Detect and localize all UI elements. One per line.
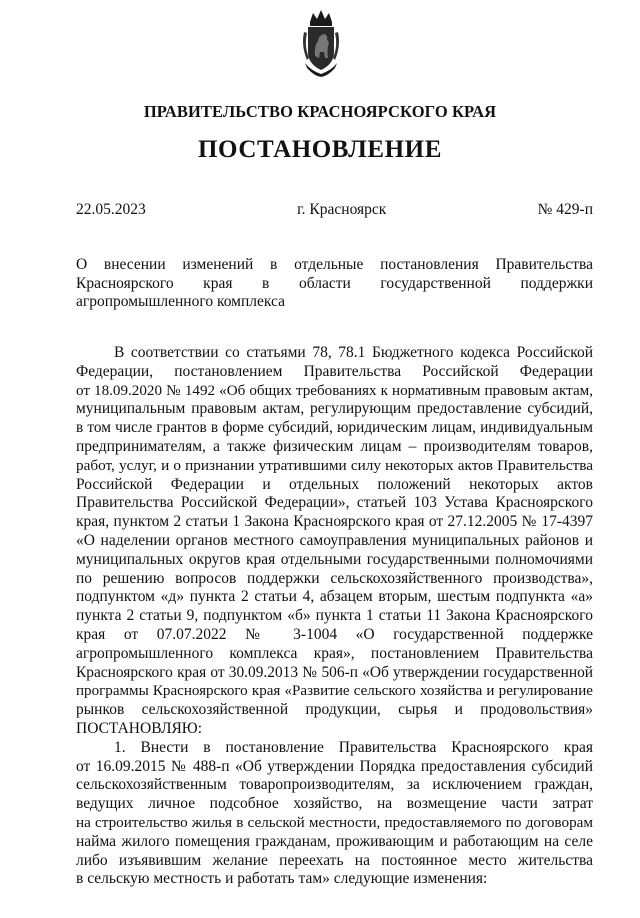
subject-line: агропромышленного комплекса xyxy=(76,293,285,310)
body-line: рынков сельскохозяйственной продукции, сырья и продовольствия» xyxy=(76,701,593,719)
subject-line: О внесении изменений в отдельные постановления Правительства xyxy=(76,256,593,273)
body-line: «О наделении органов местного самоуправления муниципальных районов и xyxy=(76,531,593,549)
coat-of-arms-icon xyxy=(298,8,344,78)
body-line: работ, услуг, и о признании утратившими силу некоторых актов Правительства xyxy=(76,456,593,474)
body-line: предпринимателям, а также физическим лицам – производителям товаров, xyxy=(76,437,593,455)
document-subject xyxy=(76,256,593,312)
body-line: Российской Федерации и отдельных положений некоторых актов xyxy=(76,475,593,493)
body-line: программы Красноярского края «Развитие сельского хозяйства и регулирование xyxy=(76,683,593,700)
body-line: в сельскую местность и работать там» следующие изменения: xyxy=(76,870,488,888)
body-line: от 18.09.2020 № 1492 «Об общих требованиях к нормативным правовым актам, xyxy=(76,382,593,399)
body-line: ПОСТАНОВЛЯЮ: xyxy=(76,719,203,737)
body-line: от 16.09.2015 № 488-п «Об утверждении Порядка предоставления субсидий xyxy=(76,757,593,775)
body-line: Правительства Российской Федерации», статьей 103 Устава Красноярского xyxy=(76,494,593,512)
document-city: г. Красноярск xyxy=(297,201,387,218)
body-line: ведущих личное подсобное хозяйство, на возмещение части затрат xyxy=(76,795,593,813)
document-body xyxy=(76,344,593,889)
body-line: Красноярского края от 30.09.2013 № 506-п «Об утверждении государственной xyxy=(76,663,593,681)
body-line: В соответствии со статьями 78, 78.1 Бюджетного кодекса Российской xyxy=(114,344,593,361)
body-line: муниципальным правовым актам, регулирующим предоставление субсидий, xyxy=(76,400,593,418)
body-line: сельскохозяйственным товаропроизводителям, за исключением граждан, xyxy=(76,776,593,794)
body-line: в том числе грантов в форме субсидий, юридическим лицам, индивидуальным xyxy=(76,419,593,437)
body-line: по решению вопросов поддержки сельскохозяйственного производства», xyxy=(76,569,593,587)
body-line: найма жилого помещения гражданам, проживающим и работающим на селе xyxy=(76,832,593,850)
document-number: № 429-п xyxy=(537,201,593,218)
government-title: ПРАВИТЕЛЬСТВО КРАСНОЯРСКОГО КРАЯ xyxy=(143,102,497,121)
body-line: края, пунктом 2 статьи 1 Закона Красноярского края от 27.12.2005 № 17-4397 xyxy=(76,513,593,531)
document-type-heading: ПОСТАНОВЛЕНИЕ xyxy=(197,136,443,163)
body-line: либо изъявившим желание переехать на постоянное место жительства xyxy=(76,851,593,869)
body-line: муниципальных округов края отдельными государственными полномочиями xyxy=(76,550,593,568)
body-line: 1. Внести в постановление Правительства Красноярского края xyxy=(114,738,593,756)
body-line: подпунктом «д» пункта 2 статьи 4, абзацем вторым, шестым подпункта «а» xyxy=(76,588,593,606)
body-line: на строительство жилья в сельской местности, предоставляемого по договорам xyxy=(76,813,593,831)
body-line: Федерации, постановлением Правительства Российской Федерации xyxy=(76,362,593,380)
body-line: агропромышленного комплекса края», постановлением Правительства xyxy=(76,644,593,662)
document-meta-row xyxy=(76,201,593,219)
subject-line: Красноярского края в области государственной поддержки xyxy=(76,274,593,292)
body-line: пункта 2 статьи 9, подпунктом «б» пункта 1 статьи 11 Закона Красноярского xyxy=(76,607,593,625)
document-date: 22.05.2023 xyxy=(76,201,146,218)
body-line: края от 07.07.2022 № 3-1004 «О государственной поддержке xyxy=(76,625,593,643)
